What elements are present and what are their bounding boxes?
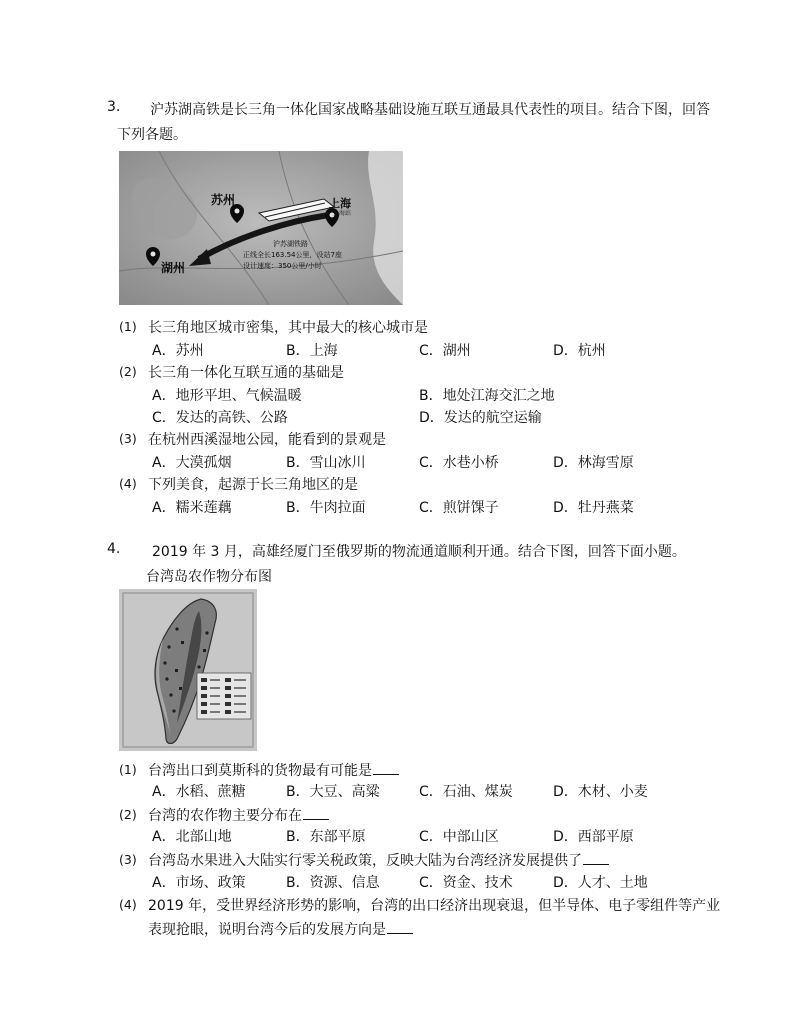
question-4-number: 4. <box>107 541 121 557</box>
q4-sub1-text-wrap <box>148 760 399 780</box>
q3-sub3-option-d[interactable]: D．林海雪原 <box>553 455 634 471</box>
q4-sub1-option-b[interactable]: B．大豆、高粱 <box>286 784 380 800</box>
q4-sub1-text: 台湾出口到莫斯科的货物最有可能是 <box>148 763 372 779</box>
map-label-shanghai-sub: 上海站 <box>333 210 352 217</box>
q3-sub4-option-c[interactable]: C．煎饼馃子 <box>419 500 499 516</box>
q3-sub1-option-b[interactable]: B．上海 <box>286 343 338 359</box>
q3-sub2-text: 长三角一体化互联互通的基础是 <box>148 365 344 381</box>
taiwan-map-figure <box>119 589 257 751</box>
q3-sub1-text: 长三角地区城市密集，其中最大的核心城市是 <box>148 320 428 336</box>
q3-sub3-label: (3) <box>119 431 137 446</box>
map-label-huzhou: 湖州 <box>161 261 186 275</box>
q4-sub2-text-wrap <box>148 805 329 825</box>
q4-sub2-answer-blank[interactable] <box>303 807 329 820</box>
q3-sub2-label: (2) <box>119 364 137 379</box>
q3-sub4-text: 下列美食，起源于长三角地区的是 <box>148 477 358 493</box>
q4-sub4-text-wrap <box>148 919 413 939</box>
q4-sub1-label: (1) <box>119 762 137 777</box>
q3-sub1-option-d[interactable]: D．杭州 <box>553 343 606 359</box>
question-3-number: 3. <box>107 99 121 115</box>
taiwan-map-title: 台湾岛农作物分布图 <box>146 569 272 585</box>
q4-sub3-option-a[interactable]: A．市场、政策 <box>152 875 246 891</box>
map-rail-speed: 设计速度：350公里/小时 <box>243 262 322 270</box>
q4-sub3-option-d[interactable]: D．人才、土地 <box>553 875 648 891</box>
q4-sub4-text-line1: 2019 年，受世界经济形势的影响，台湾的出口经济出现衰退，但半导体、电子零组件等产业 <box>148 898 721 914</box>
q3-sub2-option-a[interactable]: A．地形平坦、气候温暖 <box>152 388 302 404</box>
q4-sub3-answer-blank[interactable] <box>583 852 609 865</box>
q3-sub1-option-c[interactable]: C．湖州 <box>419 343 471 359</box>
q3-sub3-option-b[interactable]: B．雪山冰川 <box>286 455 366 471</box>
rail-map-figure <box>119 151 403 305</box>
q4-sub4-answer-blank[interactable] <box>387 921 413 934</box>
map-rail-length: 正线全长163.54公里，设站7座 <box>243 251 342 259</box>
q4-sub3-option-c[interactable]: C．资金、技术 <box>419 875 513 891</box>
q3-sub1-option-a[interactable]: A．苏州 <box>152 343 204 359</box>
q3-sub2-option-c[interactable]: C．发达的高铁、公路 <box>152 410 288 426</box>
q4-sub2-option-a[interactable]: A．北部山地 <box>152 829 232 845</box>
q4-sub3-label: (3) <box>119 852 137 867</box>
map-rail-name: 沪苏湖铁路 <box>273 240 308 248</box>
q3-sub3-option-c[interactable]: C．水巷小桥 <box>419 455 499 471</box>
q4-sub2-label: (2) <box>119 807 137 822</box>
q4-sub2-option-b[interactable]: B．东部平原 <box>286 829 366 845</box>
q4-sub2-text: 台湾的农作物主要分布在 <box>148 808 302 824</box>
q4-sub3-text: 台湾岛水果进入大陆实行零关税政策，反映大陆为台湾经济发展提供了 <box>148 853 582 869</box>
question-4-stem-line1: 2019 年 3 月，高雄经厦门至俄罗斯的物流通道顺利开通。结合下图，回答下面小题。 <box>152 544 686 560</box>
question-3-stem-line1: 沪苏湖高铁是长三角一体化国家战略基础设施互联互通最具代表性的项目。结合下图，回答 <box>150 102 710 118</box>
taiwan-map-svg <box>119 589 257 751</box>
map-label-suzhou: 苏州 <box>211 193 236 207</box>
q4-sub1-option-d[interactable]: D．木材、小麦 <box>553 784 648 800</box>
map-label-shanghai: 上海 <box>329 197 351 210</box>
q4-sub2-option-d[interactable]: D．西部平原 <box>553 829 634 845</box>
q3-sub3-option-a[interactable]: A．大漠孤烟 <box>152 455 232 471</box>
q4-sub1-option-a[interactable]: A．水稻、蔗糖 <box>152 784 246 800</box>
question-3-stem-line2: 下列各题。 <box>117 127 187 143</box>
q3-sub4-option-a[interactable]: A．糯米莲藕 <box>152 500 232 516</box>
q3-sub4-option-d[interactable]: D．牡丹燕菜 <box>553 500 634 516</box>
q4-sub4-label: (4) <box>119 897 137 912</box>
q3-sub3-text: 在杭州西溪湿地公园，能看到的景观是 <box>148 432 386 448</box>
q4-sub1-answer-blank[interactable] <box>373 762 399 775</box>
q3-sub1-label: (1) <box>119 319 137 334</box>
q3-sub4-label: (4) <box>119 476 137 491</box>
q4-sub3-option-b[interactable]: B．资源、信息 <box>286 875 380 891</box>
q3-sub4-option-b[interactable]: B．牛肉拉面 <box>286 500 366 516</box>
q4-sub1-option-c[interactable]: C．石油、煤炭 <box>419 784 513 800</box>
q4-sub3-text-wrap <box>148 850 609 870</box>
q4-sub2-option-c[interactable]: C．中部山区 <box>419 829 499 845</box>
q4-sub4-text-line2: 表现抢眼，说明台湾今后的发展方向是 <box>148 922 386 938</box>
rail-map-svg <box>119 151 403 305</box>
q3-sub2-option-d[interactable]: D．发达的航空运输 <box>419 410 542 426</box>
q3-sub2-option-b[interactable]: B．地处江海交汇之地 <box>419 388 555 404</box>
